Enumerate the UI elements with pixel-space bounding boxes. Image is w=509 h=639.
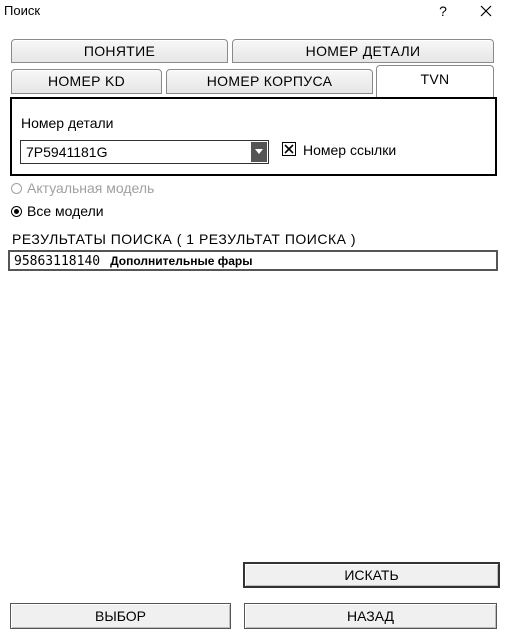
all-models-label: Все модели	[27, 203, 104, 219]
back-button[interactable]	[244, 603, 497, 629]
tab-label: TVN	[420, 71, 450, 87]
tab-part-number[interactable]	[232, 39, 494, 63]
reference-number-label: Номер ссылки	[303, 142, 397, 158]
results-list[interactable]	[8, 250, 498, 271]
dropdown-button[interactable]	[251, 142, 267, 162]
window-title: Поиск	[4, 3, 41, 18]
tab-label: НОМЕР KD	[47, 73, 126, 89]
part-number-label: Номер детали	[21, 115, 114, 131]
tab-label: НОМЕР ДЕТАЛИ	[305, 43, 421, 59]
search-button[interactable]	[243, 562, 500, 588]
tab-label: НОМЕР КОРПУСА	[206, 73, 333, 89]
close-button[interactable]	[478, 1, 494, 21]
reference-number-checkbox[interactable]	[282, 142, 296, 156]
results-title: РЕЗУЛЬТАТЫ ПОИСКА ( 1 РЕЗУЛЬТАТ ПОИСКА )	[12, 231, 356, 247]
select-button[interactable]	[10, 603, 231, 629]
result-part-number: 95863118140	[14, 254, 101, 269]
search-panel	[10, 97, 497, 176]
radio-selected-dot	[14, 209, 19, 214]
part-number-value: 7P5941181G	[26, 144, 108, 160]
title-bar	[0, 0, 509, 24]
back-button-label: НАЗАД	[346, 608, 395, 624]
select-button-label: ВЫБОР	[95, 608, 146, 624]
search-button-label: ИСКАТЬ	[344, 567, 399, 583]
tab-concept[interactable]	[11, 39, 228, 63]
list-item[interactable]	[14, 253, 252, 269]
result-description: Дополнительные фары	[110, 254, 253, 268]
chevron-down-icon	[255, 149, 263, 154]
tab-label: ПОНЯТИЕ	[83, 43, 156, 59]
check-icon	[283, 143, 295, 155]
tab-body-number[interactable]	[166, 69, 373, 94]
close-icon	[478, 1, 494, 21]
part-number-combobox[interactable]	[20, 140, 269, 164]
tab-kd-number[interactable]	[11, 69, 162, 94]
help-button[interactable]: ?	[439, 3, 447, 19]
radio-all-models[interactable]	[11, 206, 22, 217]
current-model-label: Актуальная модель	[27, 180, 155, 196]
tab-tvn[interactable]	[376, 65, 494, 99]
radio-current-model[interactable]	[11, 183, 22, 194]
